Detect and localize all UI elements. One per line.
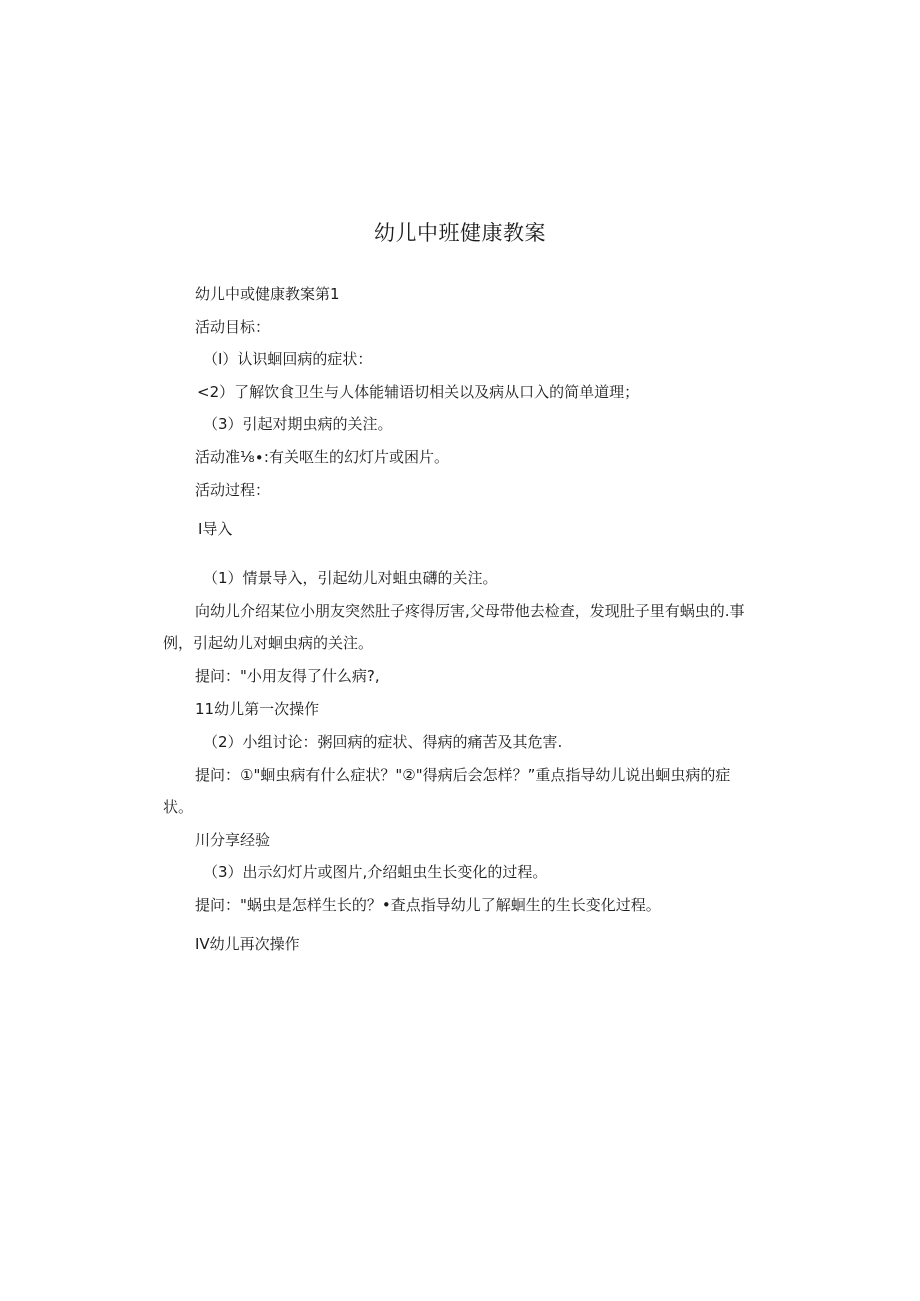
step-4-heading: IV幼儿再次操作	[195, 935, 300, 953]
question-line: 提问："小用友得了什么病?,	[195, 667, 380, 685]
step-3-item: （3）出示幻灯片或图片,介绍蛆虫生长变化的过程。	[203, 863, 548, 881]
step-1-item: （1）情景导入，引起幼儿对蛆虫礴的关注。	[203, 569, 498, 587]
document-title: 幼儿中班健康教案	[374, 221, 546, 245]
question-line: 提问：①"蛔虫病有什么症状？"②"得病后会怎样？”重点指导幼儿说出蛔虫病的症	[195, 766, 731, 784]
paragraph-line: 例，引起幼儿对蛔虫病的关注。	[163, 634, 374, 652]
section-process-heading: 活动过程：	[195, 481, 271, 499]
goal-item-3: （3）引起对期虫病的关注。	[203, 415, 393, 433]
preparation-line: 活动准⅛∙:有关呕生的幻灯片或困片。	[195, 448, 449, 466]
question-line: 提问："蜗虫是怎样生长的？•査点指导幼儿了解蛔生的生长变化过程。	[195, 896, 661, 914]
step-2-heading: 11幼儿第一次操作	[195, 700, 320, 718]
paragraph-line: 向幼儿介绍某位小朋友突然肚子疼得厉害,父母带他去检查，发现肚子里有蜗虫的.事	[195, 602, 745, 620]
step-3-heading: 川分享经验	[195, 831, 271, 849]
lesson-heading: 幼儿中或健康教案第1	[195, 285, 340, 303]
goal-item-2: <2）了解饮食卫生与人体能辅语切相关以及病从口入的简单道理；	[197, 383, 640, 401]
question-line: 状。	[163, 798, 194, 816]
section-goals-heading: 活动目标：	[195, 318, 271, 336]
step-1-heading: I导入	[198, 520, 233, 538]
step-2-item: （2）小组讨论：粥回病的症状、得病的痛苦及其危害.	[203, 733, 563, 751]
goal-item-1: （I）认识蛔回病的症状：	[203, 350, 373, 368]
